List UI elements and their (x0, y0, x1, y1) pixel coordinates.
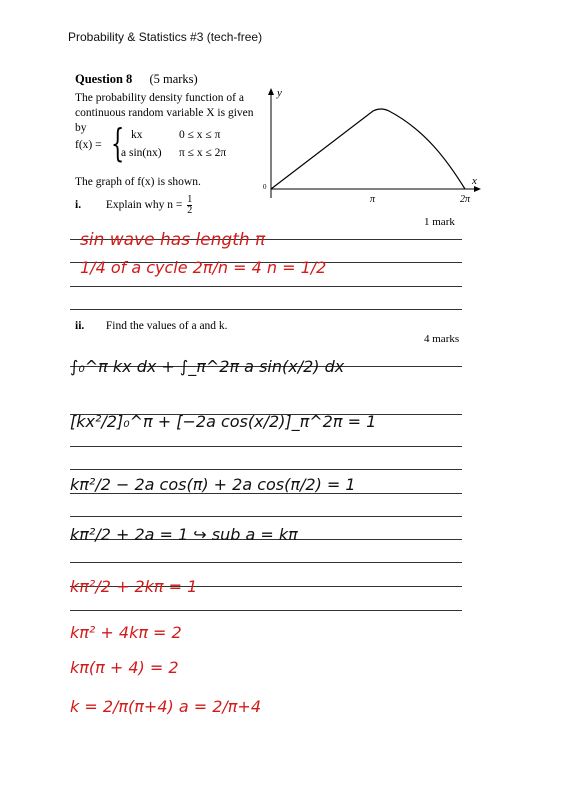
question-number: Question 8 (75, 72, 133, 86)
hw-antiderivative: [kx²/2]₀^π + [−2a cos(x/2)]_π^2π = 1 (70, 412, 377, 431)
question-intro: The probability density function of a continuous random variable X is given by (75, 92, 254, 134)
n-denominator: 2 (187, 205, 193, 216)
question-marks: (5 marks) (149, 72, 198, 86)
hw-part-i-line1: sin wave has length π (80, 230, 266, 250)
n-numerator: 1 (187, 194, 193, 205)
hw-multiplied: kπ² + 4kπ = 2 (70, 623, 182, 642)
fx-lhs: f(x) = (75, 139, 102, 151)
part-i-text: Explain why n = (105, 199, 183, 212)
graph-caption: The graph of f(x) is shown. (75, 176, 201, 188)
x-label: x (472, 175, 477, 187)
case-two-expr: a sin(nx) (121, 147, 162, 159)
hw-part-i-line2: 1/4 of a cycle 2π/n = 4 n = 1/2 (80, 258, 327, 277)
part-ii-marks: 4 marks (424, 333, 460, 345)
origin-label: 0 (263, 183, 267, 191)
hw-final-answers: k = 2/π(π+4) a = 2/π+4 (70, 697, 262, 716)
part-ii-text: Find the values of a and k. (105, 320, 228, 332)
pi-tick-label: π (370, 194, 376, 205)
hw-simplified: kπ²/2 + 2a = 1 ↪ sub a = kπ (70, 525, 298, 544)
part-i-marks: 1 mark (424, 216, 455, 228)
case-one-range: 0 ≤ x ≤ π (179, 129, 221, 141)
hw-evaluated: kπ²/2 − 2a cos(π) + 2a cos(π/2) = 1 (70, 475, 356, 494)
part-ii-label: ii. (75, 320, 85, 332)
page-header: Probability & Statistics #3 (tech-free) (68, 30, 263, 44)
case-one-expr: kx (131, 129, 143, 141)
brace-icon: { (111, 121, 125, 165)
hw-integral-setup: ∫₀^π kx dx + ∫_π^2π a sin(x/2) dx (70, 357, 345, 376)
y-label: y (277, 87, 282, 99)
hw-substituted: kπ²/2 + 2kπ = 1 (70, 577, 198, 596)
part-i-label: i. (75, 199, 82, 212)
hw-factored: kπ(π + 4) = 2 (70, 658, 179, 677)
two-pi-tick-label: 2π (460, 194, 471, 205)
case-two-range: π ≤ x ≤ 2π (179, 147, 227, 159)
